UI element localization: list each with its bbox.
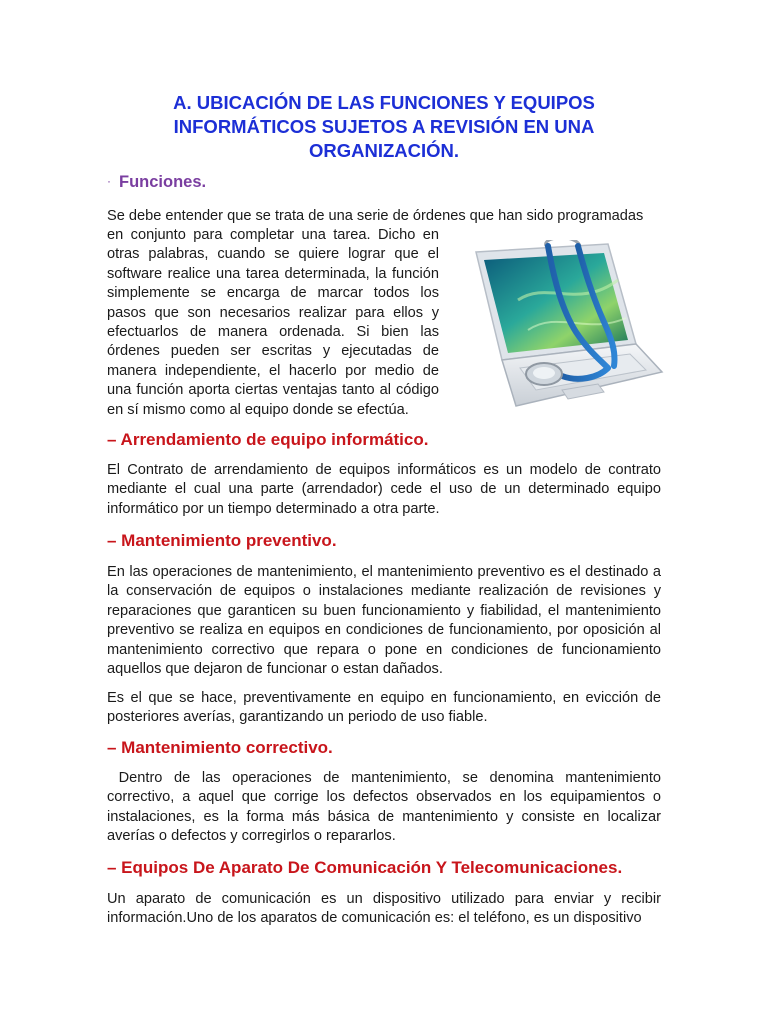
correctivo-paragraph: Dentro de las operaciones de mantenimiento, se denomina mantenimiento correctivo, a aquel que corrige los defectos observados en los equipamientos o instalaciones, es la forma más básica de mantenimiento y consiste en localizar averías o defectos y corregirlos o repararlos. bbox=[107, 770, 666, 845]
laptop-stethoscope-image bbox=[458, 240, 664, 416]
funciones-first-line bbox=[107, 207, 661, 226]
preventivo-paragraph-1: En las operaciones de mantenimiento, el mantenimiento preventivo es el destinado a la conservación de equipos o instalaciones mediante realización de revisiones y reparaciones que garanticen su buen funcionamiento y fiabilidad, el mantenimiento preventivo se realiza en equipos en condiciones de funcionamiento, por oposición al mantenimiento correctivo que repara o pone en condiciones de funcionamiento aquellos que dejaron de funcionar o estan dañados. bbox=[107, 564, 661, 678]
arrendamiento-paragraph: El Contrato de arrendamiento de equipos informáticos es un modelo de contrato mediante el cual una parte (arrendador) cede el uso de un determinado equipo informático por un tiempo determinado a otra parte. bbox=[107, 462, 661, 517]
bullet-icon: · bbox=[107, 174, 111, 188]
arrendamiento-heading: – Arrendamiento de equipo informático. bbox=[107, 430, 429, 449]
funciones-paragraph: en conjunto para completar una tarea. Dicho en otras palabras, cuando se quiere lograr que el software realice una tarea determinada, la función simplemente se encarga de marcar todos los pasos que son necesarios realizar para ellos y efectuarlos de manera ordenada. Si bien las órdenes pueden ser escritas y ejecutadas de manera independiente, el hacerlo por medio de una función aporta ciertas ventajas tanto al código en sí mismo como al equipo donde se efectúa. bbox=[107, 227, 439, 418]
funciones-heading-row bbox=[107, 173, 206, 192]
comunicacion-paragraph: Un aparato de comunicación es un dispositivo utilizado para enviar y recibir información.Uno de los aparatos de comunicación es: el teléfono, es un dispositivo bbox=[107, 891, 661, 927]
funciones-heading: Funciones. bbox=[119, 173, 207, 191]
funciones-first-line-text: Se debe entender que se trata de una serie de órdenes que han sido programadas bbox=[107, 208, 644, 224]
comunicacion-heading: – Equipos De Aparato De Comunicación Y Telecomunicaciones. bbox=[107, 858, 623, 877]
preventivo-paragraph-2: Es el que se hace, preventivamente en equipo en funcionamiento, en evicción de posteriores averías, garantizando un periodo de uso fiable. bbox=[107, 690, 661, 726]
preventivo-heading: – Mantenimiento preventivo. bbox=[107, 531, 337, 550]
correctivo-heading: – Mantenimiento correctivo. bbox=[107, 738, 333, 757]
document-title: A. UBICACIÓN DE LAS FUNCIONES Y EQUIPOS INFORMÁTICOS SUJETOS A REVISIÓN EN UNA ORGANIZACIÓN. bbox=[173, 92, 595, 161]
